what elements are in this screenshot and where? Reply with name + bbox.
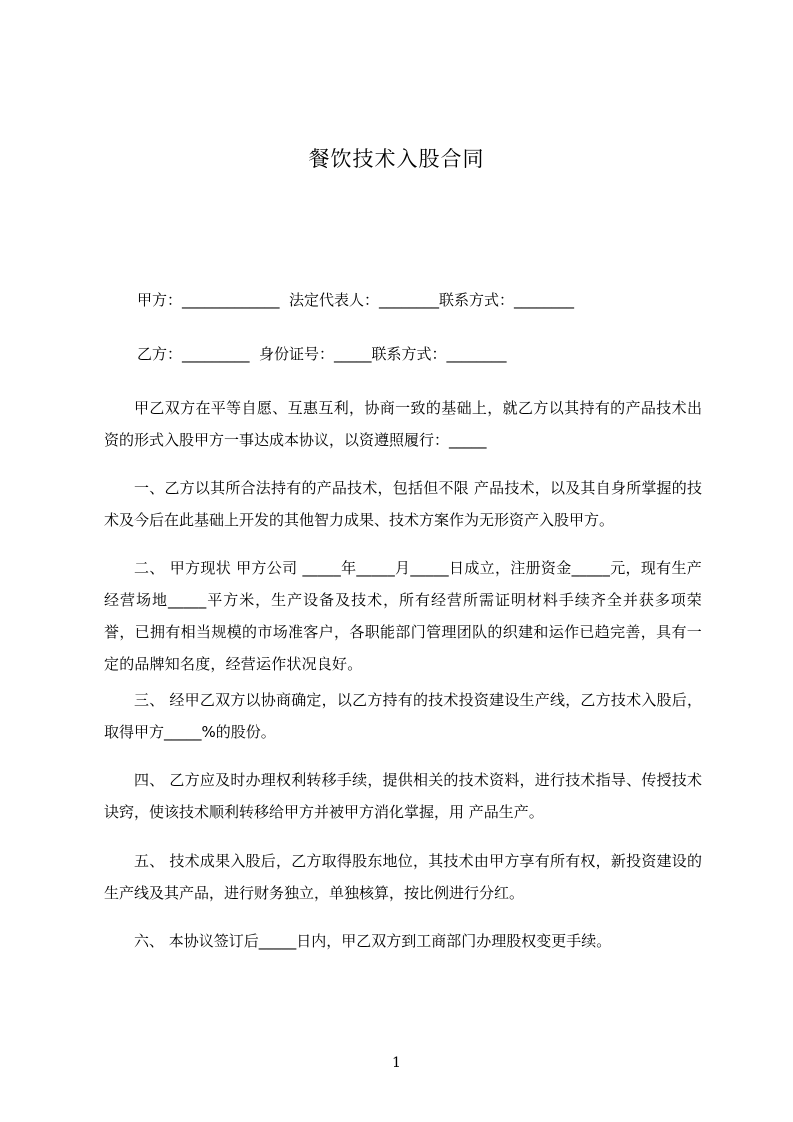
page-number: 1 <box>392 1055 401 1071</box>
intro-paragraph: 甲乙双方在平等自愿、互惠互利，协商一致的基础上，就乙方以其持有的产品技术出资的形式入股甲方一事达成本协议，以资遵照履行：_____ <box>104 399 702 449</box>
clause-6: 六、 本协议签订后_____日内，甲乙双方到工商部门办理股权变更手续。 <box>134 932 612 950</box>
clause-3: 三、 经甲乙双方以协商确定，以乙方持有的技术投资建设生产线，乙方技术入股后，取得甲方_____%的股份。 <box>104 691 702 741</box>
clause-4: 四、 乙方应及时办理权利转移手续，提供相关的技术资料，进行技术指导、传授技术诀窍，使该技术顺利转移给甲方并被甲方消化掌握，用 产品生产。 <box>104 771 702 821</box>
clause-5: 五、 技术成果入股后，乙方取得股东地位，其技术由甲方享有所有权，新投资建设的生产线及其产品，进行财务独立，单独核算，按比例进行分红。 <box>104 852 702 902</box>
document-title: 餐饮技术入股合同 <box>308 147 485 171</box>
party-b-line: 乙方：_________ 身份证号：_____联系方式：________ <box>137 345 507 363</box>
clause-1: 一、乙方以其所合法持有的产品技术，包括但不限 产品技术，以及其自身所掌握的技术及今后在此基础上开发的其他智力成果、技术方案作为无形资产入股甲方。 <box>104 479 702 529</box>
clause-2: 二、 甲方现状 甲方公司 _____年_____月_____日成立，注册资金_____元，现有生产经营场地_____平方米，生产设备及技术，所有经营所需证明材料手续齐全并获多项荣誉，已拥有相当规模的市场准客户，各职能部门管理团队的织建和运作已趋完善，具有一定的品牌知名度，经营运作状况良好。 <box>104 559 702 673</box>
party-a-line: 甲方：_____________ 法定代表人：________联系方式：________ <box>137 291 575 309</box>
